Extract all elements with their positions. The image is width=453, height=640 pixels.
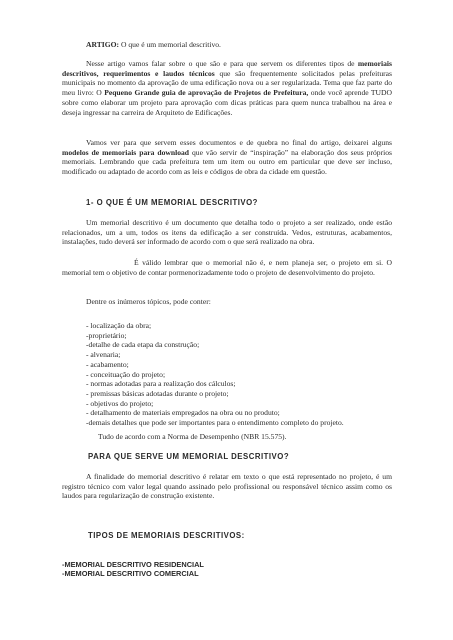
- list-item: - localização da obra;: [86, 321, 152, 330]
- paragraph-text: que vão servir de “inspiração” na elaboração dos seus próprios memoriais. Lembrando que cada prefeitura tem um item ou outro em particular que deve ser incluso, modificado ou adaptado de acordo com as leis e códigos de obra da cidade em questão.: [62, 147, 392, 177]
- section-heading-2: PARA QUE SERVE UM MEMORIAL DESCRITIVO?: [88, 452, 290, 461]
- list-item: - acabamento;: [86, 359, 129, 369]
- list-item: -MEMORIAL DESCRITIVO RESIDENCIAL: [62, 560, 204, 569]
- intro-text: O que é um memorial descritivo.: [119, 40, 221, 49]
- list-item: - normas adotadas para a realização dos cálculos;: [86, 379, 236, 389]
- bold-text: memoriais descritivos, requerimentos e laudos técnicos: [62, 59, 392, 78]
- list-item: - alvenaria;: [86, 350, 121, 360]
- paragraph-reminder: É válido lembrar que o memorial não é, e nem planeja ser, o projeto em si. O memorial tem o objetivo de contar pormenorizadamente todo o projeto de desenvolvimento do projeto.: [62, 258, 392, 277]
- paragraph-downloads: [62, 138, 392, 177]
- intro-line: [86, 40, 392, 50]
- list-item: -detalhe de cada etapa da construção;: [86, 340, 200, 350]
- paragraph-definition: Um memorial descritivo é um documento que detalha todo o projeto a ser realizado, onde estão relacionados, um a um, todos os itens da edificação a ser construída. Vedos, estruturas, acabamentos, instalações, tudo deverá ser informado de acordo com o que será realizado na obra.: [62, 218, 392, 247]
- paragraph-text: Nesse artigo vamos falar sobre o que são e para que servem os diferentes tipos de: [86, 59, 358, 68]
- paragraph-topics-intro: Dentre os inúmeros tópicos, pode conter:: [86, 297, 211, 306]
- bold-text: Pequeno Grande guia de aprovação de Projetos de Prefeitura,: [104, 88, 309, 98]
- list-item: - conceituação do projeto;: [86, 369, 166, 379]
- list-item: -demais detalhes que pode ser importantes para o entendimento completo do projeto.: [86, 418, 344, 428]
- bold-text: modelos de memoriais para download: [62, 147, 190, 157]
- paragraph-intro: [62, 59, 392, 117]
- intro-label: ARTIGO:: [86, 40, 120, 49]
- paragraph-text: Vamos ver para que servem esses documentos e de quebra no final do artigo, deixarei alguns: [86, 138, 392, 147]
- list-item: -MEMORIAL DESCRITIVO COMERCIAL: [62, 569, 199, 579]
- section-heading-3: TIPOS DE MEMORIAIS DESCRITIVOS:: [88, 531, 245, 540]
- paragraph-norma: Tudo de acordo com a Norma de Desempenho (NBR 15.575).: [98, 432, 287, 441]
- list-item: - detalhamento de materiais empregados na obra ou no produto;: [86, 408, 280, 418]
- topics-list: [86, 321, 396, 428]
- paragraph-text: onde você aprende TUDO sobre como elaborar um projeto para aprovação com dicas práticas para quem nunca trabalhou na área e deseja ingressar na carreira de Arquiteto de Edificações.: [62, 88, 392, 117]
- paragraph-purpose: A finalidade do memorial descritivo é relatar em texto o que está representado no projeto, é um registro técnico com valor legal quando assinado pelo profissional ou responsável técnico assim como os laudos para regularização de construção existente.: [62, 472, 392, 501]
- paragraph-text: que são frequentemente solicitados pelas prefeituras municipais no momento da aprovação de uma edificação nova ou a ser regularizada. Tema que faz parte do meu livro: O: [62, 68, 392, 98]
- list-item: - premissas básicas adotadas durante o projeto;: [86, 388, 229, 398]
- section-heading-1: 1- O QUE É UM MEMORIAL DESCRITIVO?: [86, 198, 258, 207]
- list-item: -proprietário;: [86, 330, 127, 340]
- types-list: [62, 560, 392, 579]
- list-item: - objetivos do projeto;: [86, 398, 154, 408]
